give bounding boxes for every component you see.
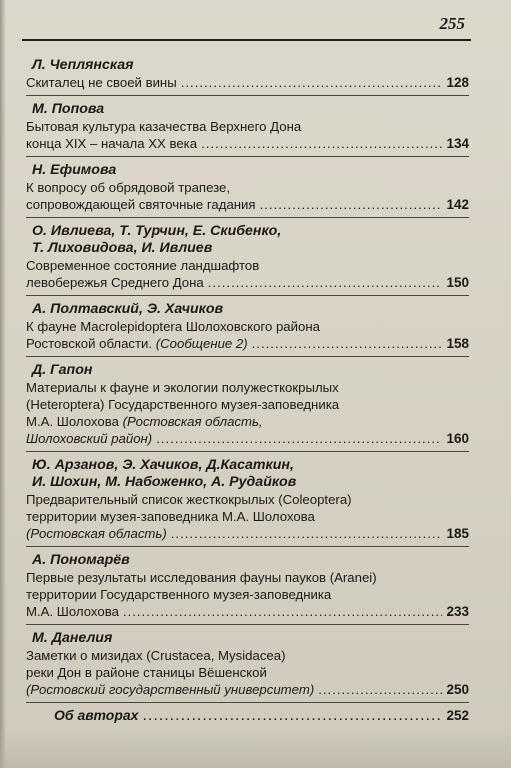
- entry-title: конца XIX – начала XX века: [26, 136, 198, 151]
- page-number: 255: [439, 14, 465, 33]
- entry-title-line-end: [26, 335, 248, 352]
- entry-title: Заметки о мизидах (Crustacea, Mysidacea): [26, 648, 286, 663]
- header-rule: [22, 39, 471, 41]
- leader-dots: [260, 196, 443, 213]
- entry-page: 185: [446, 526, 469, 541]
- entry-title: Ростовской области.: [26, 336, 156, 351]
- entry-title: К вопросу об обрядовой трапезе,: [26, 180, 231, 195]
- leader-dots: [156, 430, 442, 447]
- entry-author: А. Полтавский, Э. Хачиков: [32, 301, 224, 317]
- toc-entry-ponomarev: [26, 547, 469, 625]
- page-bottom-shade: [0, 728, 511, 768]
- entry-title-line: [26, 430, 469, 447]
- leader-dots: [123, 603, 443, 620]
- entry-page: 158: [446, 336, 469, 351]
- entry-title-line: [26, 681, 469, 698]
- entry-note: (Ростовская область,: [122, 414, 263, 429]
- entry-page: 128: [446, 75, 469, 90]
- entry-title: сопровождающей святочные гадания: [26, 197, 256, 212]
- entry-author: Н. Ефимова: [32, 162, 117, 178]
- entry-page: 250: [446, 682, 469, 697]
- toc-entry-gapon: [26, 357, 469, 452]
- table-of-contents: [26, 52, 469, 725]
- entry-author-continued: И. Шохин, М. Набоженко, А. Рудайков: [32, 474, 297, 490]
- entry-page: 233: [446, 604, 469, 619]
- entry-title-line: [26, 525, 469, 542]
- leader-dots: [208, 274, 443, 291]
- entry-author: Л. Чеплянская: [32, 57, 134, 73]
- entry-title-line: [26, 135, 469, 152]
- toc-entry-daneliya: [26, 625, 469, 703]
- entry-title: Бытовая культура казачества Верхнего Дона: [26, 119, 302, 134]
- entry-title: М.А. Шолохова: [26, 414, 123, 429]
- entry-page: 150: [446, 275, 469, 290]
- entry-note: (Ростовский государственный университет): [26, 682, 315, 697]
- entry-note: Шолоховский район): [26, 431, 153, 446]
- leader-dots: [201, 135, 442, 152]
- entry-title-line: [26, 335, 469, 352]
- entry-author: А. Пономарёв: [32, 552, 130, 568]
- entry-note: (Сообщение 2): [155, 336, 248, 351]
- entry-page: 252: [446, 708, 469, 723]
- entry-author: Ю. Арзанов, Э. Хачиков, Д.Касаткин,: [32, 457, 294, 473]
- entry-author: М. Попова: [32, 101, 105, 117]
- entry-title: Предварительный список жесткокрылых (Coleoptera): [26, 492, 352, 507]
- entry-title: Скиталец не своей вины: [26, 75, 177, 90]
- entry-author: О. Ивлиева, Т. Турчин, Е. Скибенко,: [32, 223, 282, 239]
- leader-dots: [318, 681, 442, 698]
- entry-title: территории Государственного музея-заповедника: [26, 587, 332, 602]
- toc-entry-arzanov: [26, 452, 469, 547]
- toc-entry-popova: [26, 96, 469, 157]
- entry-title: Современное состояние ландшафтов: [26, 258, 260, 273]
- leader-dots: [181, 74, 443, 91]
- entry-author: Д. Гапон: [32, 362, 93, 378]
- leader-dots: [171, 525, 443, 542]
- leader-dots: [252, 335, 443, 352]
- toc-entry-ivlieva: [26, 218, 469, 296]
- entry-page: 160: [446, 431, 469, 446]
- entry-title: Материалы к фауне и экологии полужесткокрылых: [26, 380, 339, 395]
- toc-entry-chеplyanskaya: [26, 52, 469, 96]
- entry-title: (Heteroptera) Государственного музея-заповедника: [26, 397, 340, 412]
- entry-title: реки Дон в районе станицы Вёшенской: [26, 665, 267, 680]
- entry-author: М. Данелия: [32, 630, 113, 646]
- entry-title: К фауне Macrolepidoptera Шолоховского района: [26, 319, 320, 334]
- leader-dots: [142, 707, 442, 725]
- entry-title-line: [26, 274, 469, 291]
- page-edge-shadow: [0, 0, 6, 768]
- entry-page: 142: [446, 197, 469, 212]
- entry-title: левобережья Среднего Дона: [26, 275, 204, 290]
- toc-entry-about-authors: [26, 703, 469, 725]
- entry-title-line: [26, 74, 469, 91]
- entry-author-continued: Т. Лиховидова, И. Ивлиев: [32, 240, 213, 256]
- entry-title-line: [26, 603, 469, 620]
- entry-title-line-3: [26, 413, 469, 430]
- toc-entry-poltavsky: [26, 296, 469, 357]
- entry-title: Первые результаты исследования фауны пауков (Aranei): [26, 570, 377, 585]
- entry-title-line: [26, 196, 469, 213]
- entry-page: 134: [446, 136, 469, 151]
- toc-entry-efimova: [26, 157, 469, 218]
- about-authors-label: Об авторах: [54, 707, 139, 723]
- entry-title: территории музея-заповедника М.А. Шолохова: [26, 509, 315, 524]
- entry-note: (Ростовская область): [26, 526, 167, 541]
- entry-title: М.А. Шолохова: [26, 604, 119, 619]
